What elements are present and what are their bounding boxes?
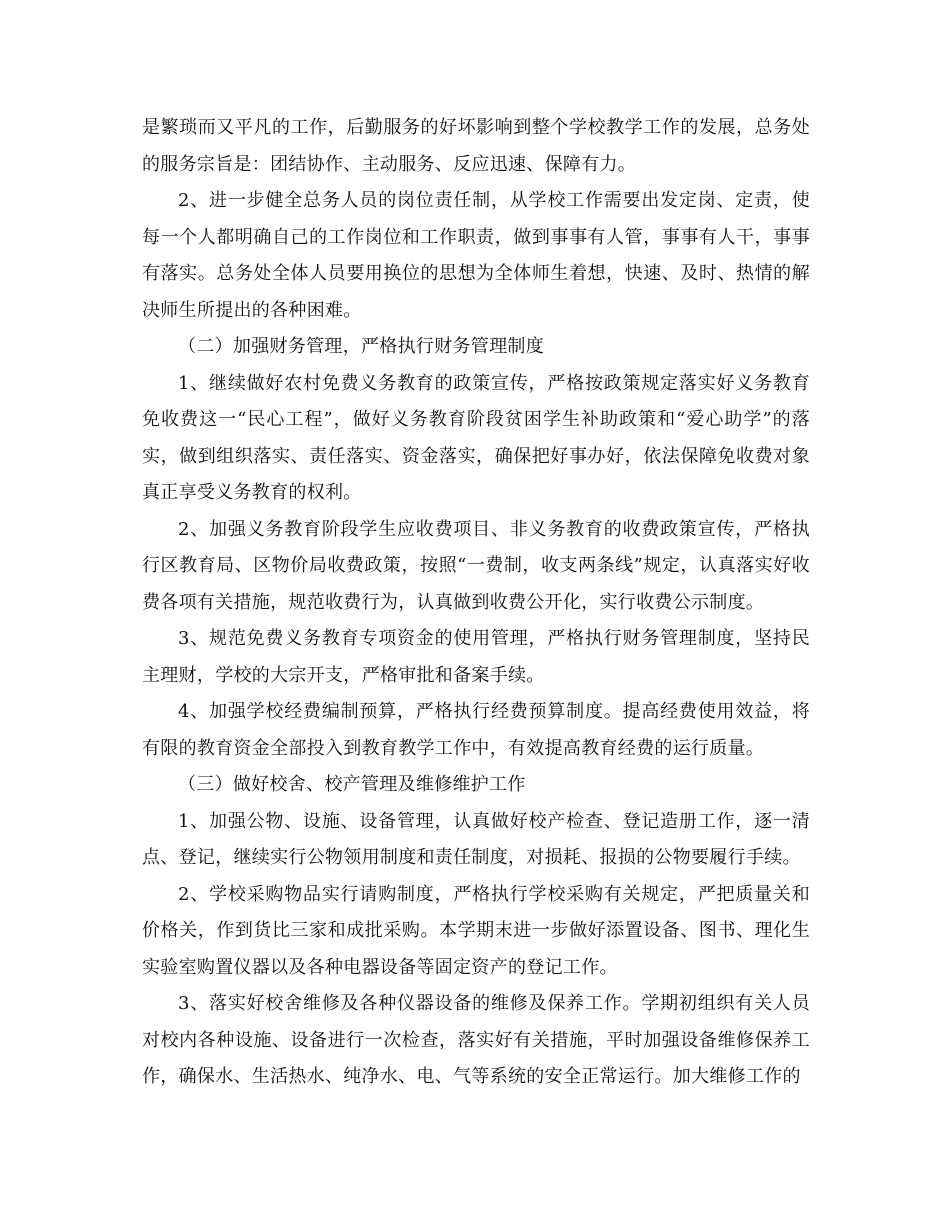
paragraph-continuation: 是繁琐而又平凡的工作，后勤服务的好坏影响到整个学校教学工作的发展，总务处的服务宗旨是：团结协作、主动服务、反应迅速、保障有力。 xyxy=(142,117,810,175)
paragraph-item-2-responsibility: 2、进一步健全总务人员的岗位责任制，从学校工作需要出发定岗、定责，使每一个人都明确自己的工作岗位和工作职责，做到事事有人管，事事有人干，事事有落实。总务处全体人员要用换位的思想为全体师生着想，快速、及时、热情的解决师生所提出的各种困难。 xyxy=(142,190,810,321)
paragraph-item-4-budget: 4、加强学校经费编制预算，严格执行经费预算制度。提高经费使用效益，将有限的教育资金全部投入到教育教学工作中，有效提高教育经费的运行质量。 xyxy=(142,701,810,759)
paragraph-item-1-asset-management: 1、加强公物、设施、设备管理，认真做好校产检查、登记造册工作，逐一清点、登记，继续实行公物领用制度和责任制度，对损耗、报损的公物要履行手续。 xyxy=(142,810,810,868)
paragraph-item-3-fund-management: 3、规范免费义务教育专项资金的使用管理，严格执行财务管理制度，坚持民主理财，学校的大宗开支，严格审批和备案手续。 xyxy=(142,628,810,686)
paragraph-item-2-fee-policy: 2、加强义务教育阶段学生应收费项目、非义务教育的收费政策宣传，严格执行区教育局、区物价局收费政策，按照“一费制，收支两条线”规定，认真落实好收费各项有关措施，规范收费行为，认真做到收费公开化，实行收费公示制度。 xyxy=(142,518,810,613)
paragraph-item-3-maintenance: 3、落实好校舍维修及各种仪器设备的维修及保养工作。学期初组织有关人员对校内各种设施、设备进行一次检查，落实好有关措施，平时加强设备维修保养工作，确保水、生活热水、纯净水、电、气等系统的安全正常运行。加大维修工作的 xyxy=(142,993,810,1087)
section-heading-facilities: （三）做好校舍、校产管理及维修维护工作 xyxy=(178,774,526,795)
paragraph-item-2-procurement: 2、学校采购物品实行请购制度，严格执行学校采购有关规定，严把质量关和价格关，作到货比三家和成批采购。本学期末进一步做好添置设备、图书、理化生实验室购置仪器以及各种电器设备等固定资产的登记工作。 xyxy=(142,883,810,978)
document-body xyxy=(142,110,810,1096)
paragraph-item-1-free-education: 1、继续做好农村免费义务教育的政策宣传，严格按政策规定落实好义务教育免收费这一“民心工程”，做好义务教育阶段贫困学生补助政策和“爱心助学”的落实，做到组织落实、责任落实、资金落实，确保把好事办好，依法保障免收费对象真正享受义务教育的权利。 xyxy=(142,372,810,503)
section-heading-finance: （二）加强财务管理，严格执行财务管理制度 xyxy=(178,336,544,357)
